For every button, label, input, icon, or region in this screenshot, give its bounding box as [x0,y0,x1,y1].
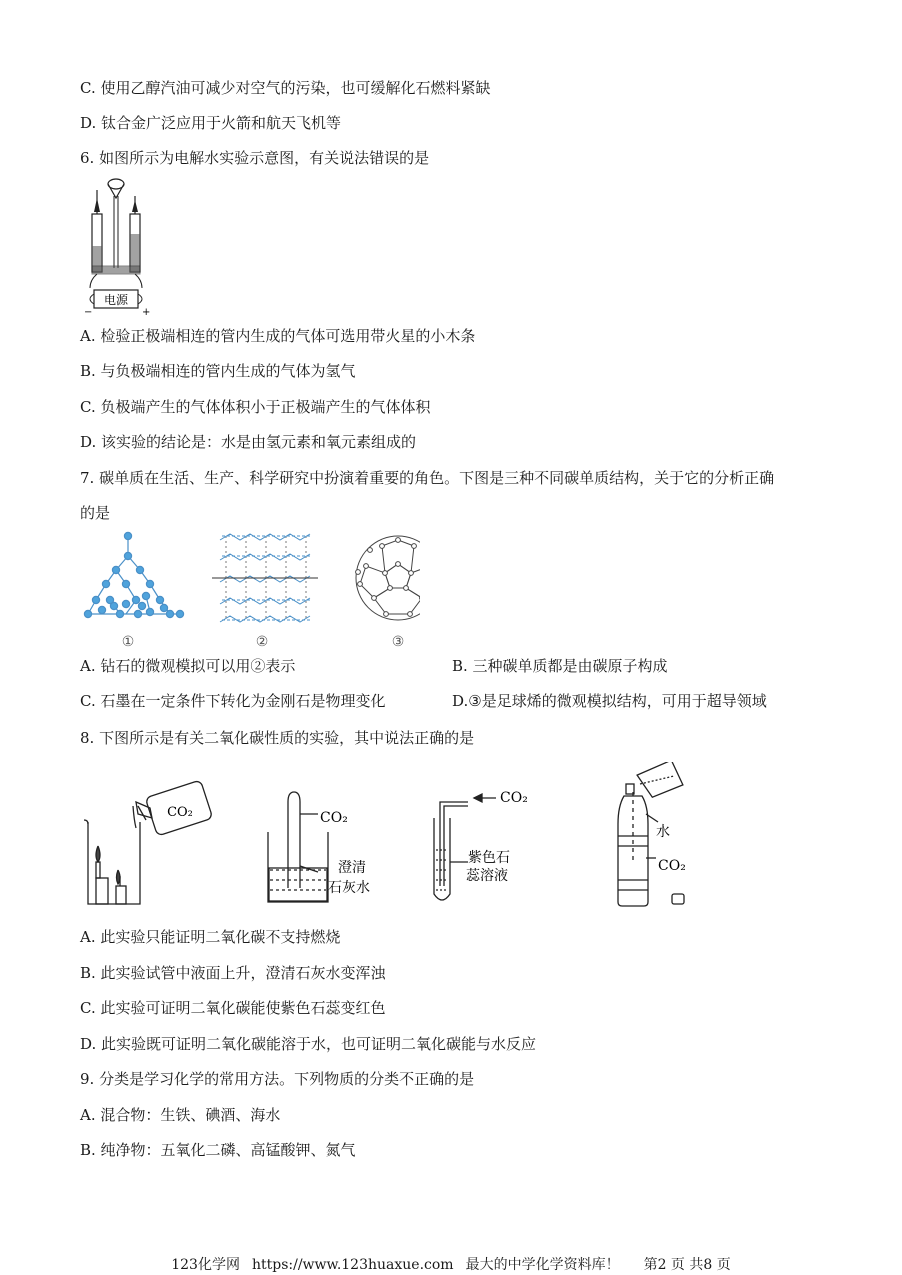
tube-co2-label: CO₂ [320,810,348,826]
q7-option-b: B. 三种碳单质都是由碳原子构成 [452,657,668,675]
bottle-co2-side-label: CO₂ [658,858,686,874]
carbon-structures [80,526,420,652]
q7-option-c: C. 石墨在一定条件下转化为金刚石是物理变化 [80,692,386,710]
fullerene-structure [356,536,420,620]
candle-beaker [84,780,213,904]
plus-sign: + [142,307,151,316]
label-2: ② [255,634,269,650]
q5-option-d: D. 钛合金广泛应用于火箭和航天飞机等 [80,114,342,132]
footer-url[interactable]: https://www.123huaxue.com [251,1257,454,1273]
q6-stem: 6. 如图所示为电解水实验示意图，有关说法错误的是 [80,149,430,167]
limewater-label-2: 石灰水 [328,880,370,896]
q8-option-d: D. 此实验既可证明二氧化碳能溶于水，也可证明二氧化碳能与水反应 [80,1035,537,1053]
q9-stem: 9. 分类是学习化学的常用方法。下列物质的分类不正确的是 [80,1070,475,1088]
footer-site: 123化学网 [171,1257,240,1273]
litmus-label-2: 蕊溶液 [466,868,508,884]
q7-option-d: D.③是足球烯的微观模拟结构，可用于超导领域 [452,692,767,710]
limewater-label-1: 澄清 [338,860,366,876]
q7-option-a: A. 钻石的微观模拟可以用②表示 [80,657,296,675]
q7-stem-line2: 的是 [80,504,111,522]
q8-option-a: A. 此实验只能证明二氧化碳不支持燃烧 [80,928,341,946]
label-1: ① [121,634,135,650]
power-label: 电源 [103,293,129,307]
q6-option-a: A. 检验正极端相连的管内生成的气体可选用带火星的小木条 [80,327,476,345]
pipe-co2-label: CO₂ [500,790,528,806]
minus-sign: − [84,307,93,316]
q9-option-a: A. 混合物：生铁、碘酒、海水 [80,1106,281,1124]
graphite-structure [212,534,318,622]
litmus-label-1: 紫色石 [468,850,510,866]
electrolysis-diagram [80,176,152,316]
q8-stem: 8. 下图所示是有关二氧化碳性质的实验，其中说法正确的是 [80,729,475,747]
q8-option-b: B. 此实验试管中液面上升，澄清石灰水变浑浊 [80,964,386,982]
limewater-beaker [268,792,328,902]
bottle-co2-label: CO₂ [167,805,193,820]
q9-option-b: B. 纯净物：五氧化二磷、高锰酸钾、氮气 [80,1141,356,1159]
label-3: ③ [391,634,405,650]
litmus-test-tube [434,794,496,900]
plastic-bottle [618,762,684,906]
footer-slogan: 最大的中学化学资料库！ [465,1257,620,1273]
water-label: 水 [656,824,670,840]
q6-option-b: B. 与负极端相连的管内生成的气体为氢气 [80,362,356,380]
q5-option-c: C. 使用乙醇汽油可减少对空气的污染，也可缓解化石燃料紧缺 [80,79,491,97]
q6-option-d: D. 该实验的结论是：水是由氢元素和氧元素组成的 [80,433,417,451]
q7-stem-line1: 7. 碳单质在生活、生产、科学研究中扮演着重要的角色。下图是三种不同碳单质结构，关于它的分析正确 [80,469,775,487]
page-footer [0,1254,902,1274]
q8-option-c: C. 此实验可证明二氧化碳能使紫色石蕊变红色 [80,999,386,1017]
co2-experiments [78,762,698,912]
footer-page-number: 第2 页 共8 页 [643,1257,731,1273]
diamond-structure [84,532,183,617]
q6-option-c: C. 负极端产生的气体体积小于正极端产生的气体体积 [80,398,431,416]
